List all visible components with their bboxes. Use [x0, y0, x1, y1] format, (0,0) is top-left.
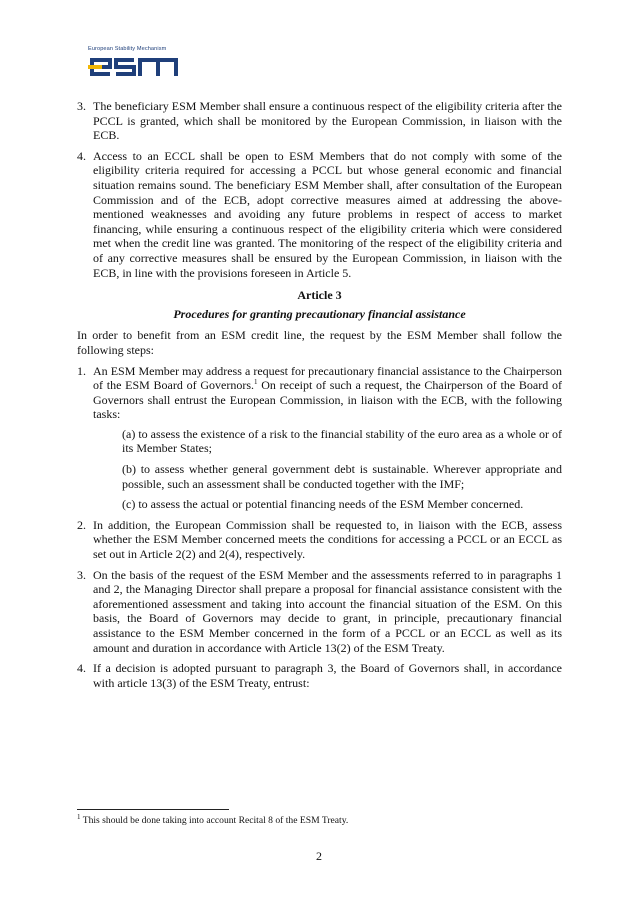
footnote-divider [77, 809, 229, 810]
step-2 [77, 518, 562, 562]
step1-text-b: On receipt of such a request, the Chairperson of the Board of Governors shall entrust the European Commission, in liaison with the ECB, with the following tasks: [93, 378, 562, 422]
footnote-number: 1 [77, 812, 81, 821]
step-4 [77, 661, 562, 690]
sub-item-b: (b) to assess whether general government debt is sustainable. Wherever appropriate and possible, such an assessment shall be conducted together with the IMF; [122, 462, 562, 491]
sub-item-c: (c) to assess the actual or potential financing needs of the ESM Member concerned. [122, 497, 524, 512]
item-number: 3. [77, 567, 86, 582]
item-text: The beneficiary ESM Member shall ensure a continuous respect of the eligibility criteria after the PCCL is granted, which shall be monitored by the European Commission, in liaison with the ECB. [93, 99, 562, 143]
footnote-text: This should be done taking into account Recital 8 of the ESM Treaty. [80, 815, 349, 826]
item-text: If a decision is adopted pursuant to paragraph 3, the Board of Governors shall, in accordance with article 13(3) of the ESM Treaty, entrust: [93, 661, 562, 690]
step1-text-a: An ESM Member may address a request for precautionary financial assistance to the Chairperson of the ESM Board of Governors. [93, 363, 562, 393]
esm-logo [88, 46, 188, 79]
step-1 [77, 364, 562, 512]
item-text: On the basis of the request of the ESM Member and the assessments referred to in paragraphs 1 and 2, the Managing Director shall prepare a proposal for financial assistance consistent with the aforementioned assessment and taking into account the financial situation of the ESM. On this basis, the Board of Governors may decide to grant, in principle, precautionary financial assistance to the ESM Member concerned in the form of a PCCL or an ECCL as well as its amount and duration in accordance with Article 13(2) of the ESM Treaty. [93, 567, 562, 655]
list-item-3 [77, 99, 562, 143]
item-text: Access to an ECCL shall be open to ESM Members that do not comply with some of the eligibility criteria required for accessing a PCCL but whose general economic and financial situation remains sound. The beneficiary ESM Member shall, after consultation of the European Commission and of the ECB, adopt corrective measures aimed at addressing the above-mentioned weaknesses and avoiding any future problems in respect of access to market financing, while ensuring a continuous respect of the eligibility criteria which were considered met when the credit line was granted. The monitoring of the respect of the eligibility criteria and of any corrective measures shall be ensured by the European Commission, in liaison with the ECB, in line with the provisions foreseen in Article 5. [93, 148, 562, 280]
item-text [93, 364, 562, 422]
list-item-4 [77, 149, 562, 280]
item-number: 4. [77, 148, 86, 163]
article-number: Article 3 [297, 288, 342, 303]
org-name: European Stability Mechanism [88, 46, 167, 52]
document-body [77, 99, 562, 696]
item-number: 4. [77, 661, 86, 676]
item-number: 2. [77, 517, 86, 532]
item-number: 3. [77, 99, 86, 113]
footnote [77, 812, 562, 827]
item-number: 1. [77, 363, 86, 378]
article-title: Procedures for granting precautionary financial assistance [173, 306, 466, 321]
item-text: In addition, the European Commission shall be requested to, in liaison with the ECB, assess whether the ESM Member concerned meets the conditions for accessing a PCCL or an ECCL as set out in Article 2(2) and 2(4), respectively. [93, 517, 562, 562]
page-number: 2 [316, 849, 322, 863]
footnote-ref[interactable]: 1 [254, 378, 258, 387]
esm-logo-mark [88, 55, 180, 79]
intro-paragraph: In order to benefit from an ESM credit line, the request by the ESM Member shall follow the following steps: [77, 328, 562, 357]
sub-item-a: (a) to assess the existence of a risk to the financial stability of the euro area as a whole or of its Member States; [122, 426, 562, 456]
step-3 [77, 568, 562, 656]
